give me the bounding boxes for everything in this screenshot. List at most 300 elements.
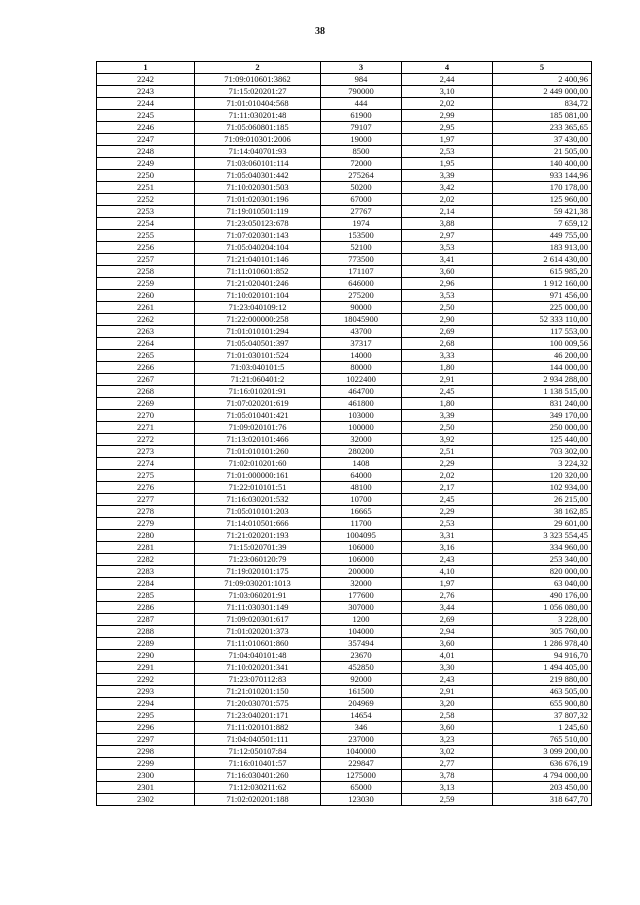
rate-cell: 2,53	[402, 146, 493, 158]
rate-cell: 3,39	[402, 410, 493, 422]
value-cell: 21 505,00	[493, 146, 592, 158]
row-number-cell: 2250	[97, 170, 195, 182]
row-number-cell: 2292	[97, 674, 195, 686]
rate-cell: 2,91	[402, 374, 493, 386]
cadastral-number-cell: 71:21:010201:150	[195, 686, 321, 698]
area-cell: 1275000	[321, 770, 402, 782]
table-row	[97, 782, 592, 794]
cadastral-number-cell: 71:15:020201:27	[195, 86, 321, 98]
row-number-cell: 2264	[97, 338, 195, 350]
value-cell: 46 200,00	[493, 350, 592, 362]
cadastral-number-cell: 71:09:030201:1013	[195, 578, 321, 590]
table-row	[97, 542, 592, 554]
rate-cell: 2,99	[402, 110, 493, 122]
row-number-cell: 2281	[97, 542, 195, 554]
area-cell: 16665	[321, 506, 402, 518]
area-cell: 11700	[321, 518, 402, 530]
rate-cell: 2,69	[402, 326, 493, 338]
value-cell: 203 450,00	[493, 782, 592, 794]
area-cell: 14000	[321, 350, 402, 362]
area-cell: 65000	[321, 782, 402, 794]
table-row	[97, 98, 592, 110]
value-cell: 449 755,00	[493, 230, 592, 242]
table-header-row	[97, 62, 592, 74]
row-number-cell: 2252	[97, 194, 195, 206]
area-cell: 106000	[321, 554, 402, 566]
value-cell: 117 553,00	[493, 326, 592, 338]
row-number-cell: 2288	[97, 626, 195, 638]
rate-cell: 3,42	[402, 182, 493, 194]
rate-cell: 3,33	[402, 350, 493, 362]
area-cell: 161500	[321, 686, 402, 698]
area-cell: 346	[321, 722, 402, 734]
table-row	[97, 758, 592, 770]
cadastral-number-cell: 71:03:060201:91	[195, 590, 321, 602]
area-cell: 275200	[321, 290, 402, 302]
value-cell: 120 320,00	[493, 470, 592, 482]
row-number-cell: 2261	[97, 302, 195, 314]
row-number-cell: 2257	[97, 254, 195, 266]
cadastral-number-cell: 71:20:030701:575	[195, 698, 321, 710]
data-table	[96, 61, 592, 806]
row-number-cell: 2275	[97, 470, 195, 482]
table-row	[97, 158, 592, 170]
rate-cell: 2,29	[402, 458, 493, 470]
table-row	[97, 554, 592, 566]
cadastral-number-cell: 71:23:040201:171	[195, 710, 321, 722]
cadastral-number-cell: 71:11:010601:860	[195, 638, 321, 650]
area-cell: 80000	[321, 362, 402, 374]
rate-cell: 2,53	[402, 518, 493, 530]
table-row	[97, 470, 592, 482]
value-cell: 933 144,96	[493, 170, 592, 182]
table-row	[97, 362, 592, 374]
value-cell: 349 170,00	[493, 410, 592, 422]
cadastral-number-cell: 71:21:060401:2	[195, 374, 321, 386]
value-cell: 250 000,00	[493, 422, 592, 434]
rate-cell: 2,43	[402, 674, 493, 686]
column-header: 5	[493, 62, 592, 74]
value-cell: 1 245,60	[493, 722, 592, 734]
cadastral-number-cell: 71:09:020101:76	[195, 422, 321, 434]
value-cell: 29 601,00	[493, 518, 592, 530]
rate-cell: 3,53	[402, 242, 493, 254]
table-row	[97, 746, 592, 758]
cadastral-number-cell: 71:05:040301:442	[195, 170, 321, 182]
cadastral-number-cell: 71:16:010401:57	[195, 758, 321, 770]
area-cell: 452850	[321, 662, 402, 674]
cadastral-number-cell: 71:07:020201:619	[195, 398, 321, 410]
area-cell: 67000	[321, 194, 402, 206]
rate-cell: 1,80	[402, 362, 493, 374]
rate-cell: 2,91	[402, 686, 493, 698]
value-cell: 219 880,00	[493, 674, 592, 686]
table-row	[97, 638, 592, 650]
cadastral-number-cell: 71:05:010401:421	[195, 410, 321, 422]
row-number-cell: 2284	[97, 578, 195, 590]
cadastral-number-cell: 71:11:020101:882	[195, 722, 321, 734]
table-row	[97, 506, 592, 518]
value-cell: 185 081,00	[493, 110, 592, 122]
table-row	[97, 110, 592, 122]
rate-cell: 2,95	[402, 122, 493, 134]
table-row	[97, 302, 592, 314]
row-number-cell: 2287	[97, 614, 195, 626]
value-cell: 636 676,19	[493, 758, 592, 770]
value-cell: 820 000,00	[493, 566, 592, 578]
table-row	[97, 422, 592, 434]
table-row	[97, 86, 592, 98]
area-cell: 464700	[321, 386, 402, 398]
row-number-cell: 2246	[97, 122, 195, 134]
table-body	[97, 74, 592, 806]
rate-cell: 3,13	[402, 782, 493, 794]
cadastral-number-cell: 71:05:010101:203	[195, 506, 321, 518]
table-row	[97, 494, 592, 506]
row-number-cell: 2263	[97, 326, 195, 338]
cadastral-number-cell: 71:09:010601:3862	[195, 74, 321, 86]
row-number-cell: 2268	[97, 386, 195, 398]
row-number-cell: 2291	[97, 662, 195, 674]
area-cell: 19000	[321, 134, 402, 146]
cadastral-number-cell: 71:16:030201:532	[195, 494, 321, 506]
row-number-cell: 2255	[97, 230, 195, 242]
row-number-cell: 2265	[97, 350, 195, 362]
area-cell: 177600	[321, 590, 402, 602]
cadastral-number-cell: 71:07:020301:143	[195, 230, 321, 242]
table-row	[97, 146, 592, 158]
table-row	[97, 674, 592, 686]
value-cell: 253 340,00	[493, 554, 592, 566]
table-row	[97, 410, 592, 422]
rate-cell: 2,69	[402, 614, 493, 626]
cadastral-number-cell: 71:05:040501:397	[195, 338, 321, 350]
table-row	[97, 686, 592, 698]
cadastral-number-cell: 71:01:010404:568	[195, 98, 321, 110]
area-cell: 10700	[321, 494, 402, 506]
area-cell: 773500	[321, 254, 402, 266]
cadastral-number-cell: 71:23:050123:678	[195, 218, 321, 230]
row-number-cell: 2289	[97, 638, 195, 650]
area-cell: 8500	[321, 146, 402, 158]
rate-cell: 3,60	[402, 638, 493, 650]
cadastral-number-cell: 71:09:020301:617	[195, 614, 321, 626]
value-cell: 63 040,00	[493, 578, 592, 590]
row-number-cell: 2248	[97, 146, 195, 158]
table-row	[97, 386, 592, 398]
cadastral-number-cell: 71:21:040101:146	[195, 254, 321, 266]
cadastral-number-cell: 71:02:010201:60	[195, 458, 321, 470]
cadastral-number-cell: 71:22:010101:51	[195, 482, 321, 494]
table-row	[97, 182, 592, 194]
table-row	[97, 458, 592, 470]
row-number-cell: 2254	[97, 218, 195, 230]
row-number-cell: 2273	[97, 446, 195, 458]
value-cell: 765 510,00	[493, 734, 592, 746]
table-row	[97, 74, 592, 86]
value-cell: 334 960,00	[493, 542, 592, 554]
value-cell: 94 916,70	[493, 650, 592, 662]
table-row	[97, 614, 592, 626]
value-cell: 831 240,00	[493, 398, 592, 410]
row-number-cell: 2282	[97, 554, 195, 566]
rate-cell: 2,02	[402, 194, 493, 206]
rate-cell: 2,17	[402, 482, 493, 494]
value-cell: 26 215,00	[493, 494, 592, 506]
table-row	[97, 242, 592, 254]
cadastral-number-cell: 71:01:010101:294	[195, 326, 321, 338]
cadastral-number-cell: 71:01:010101:260	[195, 446, 321, 458]
row-number-cell: 2269	[97, 398, 195, 410]
row-number-cell: 2297	[97, 734, 195, 746]
value-cell: 102 934,00	[493, 482, 592, 494]
rate-cell: 2,68	[402, 338, 493, 350]
cadastral-number-cell: 71:23:060120:79	[195, 554, 321, 566]
table-row	[97, 206, 592, 218]
table-row	[97, 122, 592, 134]
value-cell: 183 913,00	[493, 242, 592, 254]
area-cell: 357494	[321, 638, 402, 650]
area-cell: 92000	[321, 674, 402, 686]
table-row	[97, 218, 592, 230]
row-number-cell: 2277	[97, 494, 195, 506]
cadastral-number-cell: 71:10:020101:104	[195, 290, 321, 302]
rate-cell: 2,76	[402, 590, 493, 602]
column-header: 4	[402, 62, 493, 74]
rate-cell: 1,97	[402, 134, 493, 146]
table-row	[97, 350, 592, 362]
row-number-cell: 2244	[97, 98, 195, 110]
table-row	[97, 326, 592, 338]
row-number-cell: 2259	[97, 278, 195, 290]
value-cell: 125 960,00	[493, 194, 592, 206]
row-number-cell: 2256	[97, 242, 195, 254]
row-number-cell: 2253	[97, 206, 195, 218]
cadastral-number-cell: 71:01:000000:161	[195, 470, 321, 482]
rate-cell: 2,44	[402, 74, 493, 86]
table-row	[97, 398, 592, 410]
cadastral-number-cell: 71:01:020301:196	[195, 194, 321, 206]
cadastral-number-cell: 71:16:030401:260	[195, 770, 321, 782]
area-cell: 27767	[321, 206, 402, 218]
table-row	[97, 770, 592, 782]
row-number-cell: 2280	[97, 530, 195, 542]
table-row	[97, 290, 592, 302]
rate-cell: 1,97	[402, 578, 493, 590]
page-number: 38	[315, 26, 325, 37]
cadastral-number-cell: 71:11:030201:48	[195, 110, 321, 122]
rate-cell: 3,23	[402, 734, 493, 746]
rate-cell: 2,96	[402, 278, 493, 290]
cadastral-number-cell: 71:10:020301:503	[195, 182, 321, 194]
area-cell: 14654	[321, 710, 402, 722]
value-cell: 1 912 160,00	[493, 278, 592, 290]
rate-cell: 2,77	[402, 758, 493, 770]
value-cell: 834,72	[493, 98, 592, 110]
row-number-cell: 2272	[97, 434, 195, 446]
cadastral-number-cell: 71:22:000000:258	[195, 314, 321, 326]
value-cell: 4 794 000,00	[493, 770, 592, 782]
row-number-cell: 2249	[97, 158, 195, 170]
row-number-cell: 2274	[97, 458, 195, 470]
row-number-cell: 2270	[97, 410, 195, 422]
table-row	[97, 434, 592, 446]
rate-cell: 3,92	[402, 434, 493, 446]
column-header: 2	[195, 62, 321, 74]
area-cell: 64000	[321, 470, 402, 482]
table-row	[97, 626, 592, 638]
rate-cell: 2,50	[402, 302, 493, 314]
table-row	[97, 722, 592, 734]
table-row	[97, 194, 592, 206]
area-cell: 32000	[321, 434, 402, 446]
value-cell: 2 449 000,00	[493, 86, 592, 98]
cadastral-number-cell: 71:13:020101:466	[195, 434, 321, 446]
rate-cell: 3,53	[402, 290, 493, 302]
rate-cell: 2,02	[402, 470, 493, 482]
rate-cell: 3,10	[402, 86, 493, 98]
area-cell: 103000	[321, 410, 402, 422]
area-cell: 229847	[321, 758, 402, 770]
cadastral-number-cell: 71:02:020201:188	[195, 794, 321, 806]
value-cell: 615 985,20	[493, 266, 592, 278]
area-cell: 204969	[321, 698, 402, 710]
table-row	[97, 794, 592, 806]
value-cell: 52 333 110,00	[493, 314, 592, 326]
value-cell: 144 000,00	[493, 362, 592, 374]
value-cell: 59 421,38	[493, 206, 592, 218]
table-row	[97, 578, 592, 590]
table-row	[97, 134, 592, 146]
area-cell: 984	[321, 74, 402, 86]
rate-cell: 2,51	[402, 446, 493, 458]
value-cell: 655 900,80	[493, 698, 592, 710]
column-header: 3	[321, 62, 402, 74]
row-number-cell: 2245	[97, 110, 195, 122]
cadastral-number-cell: 71:23:040109:12	[195, 302, 321, 314]
value-cell: 2 400,96	[493, 74, 592, 86]
area-cell: 106000	[321, 542, 402, 554]
row-number-cell: 2293	[97, 686, 195, 698]
value-cell: 3 099 200,00	[493, 746, 592, 758]
rate-cell: 3,16	[402, 542, 493, 554]
rate-cell: 3,31	[402, 530, 493, 542]
value-cell: 100 009,56	[493, 338, 592, 350]
row-number-cell: 2271	[97, 422, 195, 434]
row-number-cell: 2285	[97, 590, 195, 602]
value-cell: 703 302,00	[493, 446, 592, 458]
row-number-cell: 2242	[97, 74, 195, 86]
cadastral-number-cell: 71:11:010601:852	[195, 266, 321, 278]
area-cell: 790000	[321, 86, 402, 98]
area-cell: 461800	[321, 398, 402, 410]
area-cell: 79107	[321, 122, 402, 134]
row-number-cell: 2290	[97, 650, 195, 662]
cadastral-number-cell: 71:01:020201:373	[195, 626, 321, 638]
table-row	[97, 338, 592, 350]
rate-cell: 2,94	[402, 626, 493, 638]
rate-cell: 2,97	[402, 230, 493, 242]
value-cell: 1 494 405,00	[493, 662, 592, 674]
cadastral-number-cell: 71:16:010201:91	[195, 386, 321, 398]
value-cell: 140 400,00	[493, 158, 592, 170]
area-cell: 123030	[321, 794, 402, 806]
rate-cell: 4,01	[402, 650, 493, 662]
value-cell: 37 807,32	[493, 710, 592, 722]
table-row	[97, 230, 592, 242]
rate-cell: 3,39	[402, 170, 493, 182]
area-cell: 280200	[321, 446, 402, 458]
cadastral-number-cell: 71:11:030301:149	[195, 602, 321, 614]
area-cell: 153500	[321, 230, 402, 242]
rate-cell: 2,50	[402, 422, 493, 434]
table-row	[97, 734, 592, 746]
area-cell: 307000	[321, 602, 402, 614]
table-row	[97, 374, 592, 386]
row-number-cell: 2294	[97, 698, 195, 710]
row-number-cell: 2286	[97, 602, 195, 614]
area-cell: 237000	[321, 734, 402, 746]
cadastral-number-cell: 71:21:020201:193	[195, 530, 321, 542]
area-cell: 104000	[321, 626, 402, 638]
table-row	[97, 530, 592, 542]
rate-cell: 2,45	[402, 386, 493, 398]
value-cell: 2 614 430,00	[493, 254, 592, 266]
cadastral-number-cell: 71:12:050107:84	[195, 746, 321, 758]
value-cell: 1 286 978,40	[493, 638, 592, 650]
row-number-cell: 2296	[97, 722, 195, 734]
value-cell: 3 323 554,45	[493, 530, 592, 542]
cadastral-number-cell: 71:12:030211:62	[195, 782, 321, 794]
table-row	[97, 482, 592, 494]
cadastral-number-cell: 71:19:010501:119	[195, 206, 321, 218]
row-number-cell: 2283	[97, 566, 195, 578]
cadastral-number-cell: 71:04:040101:48	[195, 650, 321, 662]
cadastral-number-cell: 71:05:060801:185	[195, 122, 321, 134]
area-cell: 1408	[321, 458, 402, 470]
rate-cell: 3,44	[402, 602, 493, 614]
area-cell: 37317	[321, 338, 402, 350]
cadastral-number-cell: 71:05:040204:104	[195, 242, 321, 254]
rate-cell: 4,10	[402, 566, 493, 578]
area-cell: 50200	[321, 182, 402, 194]
table-row	[97, 278, 592, 290]
value-cell: 125 440,00	[493, 434, 592, 446]
row-number-cell: 2243	[97, 86, 195, 98]
table-row	[97, 650, 592, 662]
area-cell: 1004095	[321, 530, 402, 542]
cadastral-number-cell: 71:10:020201:341	[195, 662, 321, 674]
area-cell: 48100	[321, 482, 402, 494]
area-cell: 444	[321, 98, 402, 110]
rate-cell: 3,88	[402, 218, 493, 230]
area-cell: 52100	[321, 242, 402, 254]
table-row	[97, 266, 592, 278]
rate-cell: 3,30	[402, 662, 493, 674]
area-cell: 23670	[321, 650, 402, 662]
area-cell: 90000	[321, 302, 402, 314]
rate-cell: 2,29	[402, 506, 493, 518]
area-cell: 100000	[321, 422, 402, 434]
rate-cell: 2,02	[402, 98, 493, 110]
cadastral-number-cell: 71:04:040501:111	[195, 734, 321, 746]
row-number-cell: 2295	[97, 710, 195, 722]
table-row	[97, 170, 592, 182]
row-number-cell: 2301	[97, 782, 195, 794]
row-number-cell: 2298	[97, 746, 195, 758]
rate-cell: 1,80	[402, 398, 493, 410]
row-number-cell: 2302	[97, 794, 195, 806]
